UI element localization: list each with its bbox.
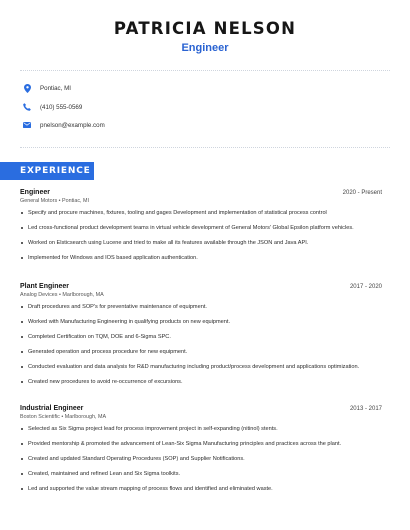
list-item: Generated operation and process procedure for new equipment.: [20, 348, 382, 356]
location-text: Pontiac, MI: [40, 84, 71, 92]
contact-email[interactable]: [22, 119, 105, 131]
list-item: Worked with Manufacturing Engineering in qualifying products on new equipment.: [20, 318, 382, 326]
email-text[interactable]: pnelson@example.com: [40, 121, 105, 129]
list-item: Created, maintained and refined Lean and Six Sigma toolkits.: [20, 470, 382, 478]
list-item: Led and supported the value stream mapping of process flows and identified and eliminated waste.: [20, 485, 382, 493]
job-company: General Motors: [20, 198, 58, 204]
contact-location: [22, 82, 71, 94]
candidate-title: Engineer: [181, 42, 229, 54]
list-item: Worked on Elsticsearch using Lucene and tried to make all its features available through the JSON and Java API.: [20, 239, 382, 247]
job-meta: Boston Scientific • Marlborough, MA: [20, 414, 107, 420]
list-item: Specify and procure machines, fixtures, tooling and gages Development and implementation of statistical process control: [20, 209, 382, 217]
resume-header: [0, 18, 410, 55]
job-title: Industrial Engineer: [20, 405, 84, 412]
job-title: Engineer: [20, 189, 50, 196]
job-company: Analog Devices: [20, 292, 58, 298]
list-item: Implemented for Windows and IOS based application authentication.: [20, 254, 382, 262]
list-item: Led cross-functional product development teams in virtual vehicle development of General Motors' Global Epsilon platform vehicles.: [20, 224, 382, 232]
list-item: Created new procedures to avoid re-occurrence of excursions.: [20, 378, 382, 386]
job-meta: Analog Devices • Marlborough, MA: [20, 292, 104, 298]
list-item: Selected as Six Sigma project lead for process improvement project in self-expanding (nitinol) stents.: [20, 425, 382, 433]
job-title: Plant Engineer: [20, 283, 70, 290]
job-location: Pontiac, MI: [62, 198, 90, 204]
header-divider: [20, 70, 390, 71]
location-pin-icon: [22, 83, 32, 93]
job-bullets: [20, 303, 382, 386]
job-entry: [20, 405, 382, 500]
candidate-name: PATRICIA NELSON: [113, 19, 297, 38]
job-entry: [20, 283, 382, 393]
job-location: Marlborough, MA: [62, 292, 104, 298]
job-location: Marlborough, MA: [64, 414, 107, 420]
email-icon: [22, 120, 32, 130]
list-item: Conducted evaluation and data analysis for R&D manufacturing including product/process development and applications optimization.: [20, 363, 382, 371]
list-item: Draft procedures and SOP's for preventative maintenance of equipment.: [20, 303, 382, 311]
job-company: Boston Scientific: [20, 414, 60, 420]
phone-text: (410) 555-0569: [40, 103, 83, 111]
job-meta: General Motors • Pontiac, MI: [20, 198, 90, 204]
list-item: Provided mentorship & promoted the advancement of Lean-Six Sigma Manufacturing principles and practices across the plant.: [20, 440, 382, 448]
job-dates: 2013 - 2017: [349, 406, 382, 412]
list-item: Created and updated Standard Operating Procedures (SOP) and Supplier Notifications.: [20, 455, 382, 463]
job-bullets: [20, 209, 382, 262]
job-dates: 2017 - 2020: [349, 284, 382, 290]
list-item: Completed Certification on TQM, DOE and 6-Sigma SPC.: [20, 333, 382, 341]
contact-divider: [20, 147, 390, 148]
job-bullets: [20, 425, 382, 493]
job-dates: 2020 - Present: [342, 190, 382, 196]
job-entry: [20, 189, 382, 269]
contact-phone: [22, 101, 82, 113]
phone-icon: [22, 102, 32, 112]
experience-heading: EXPERIENCE: [0, 162, 94, 180]
